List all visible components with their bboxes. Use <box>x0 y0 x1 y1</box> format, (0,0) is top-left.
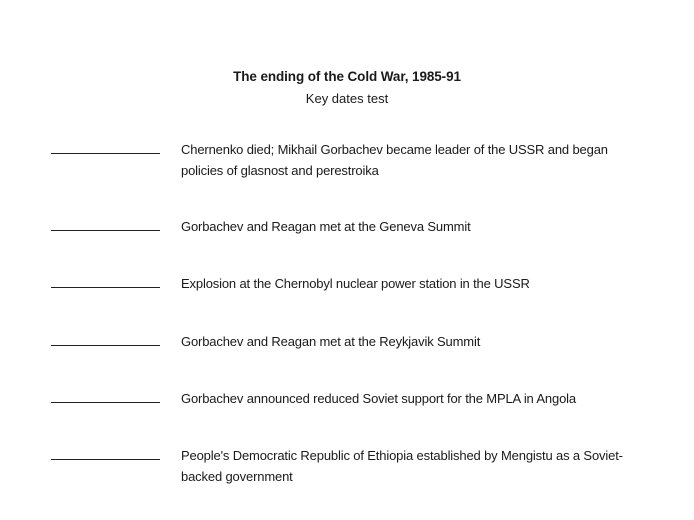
event-description: Gorbachev announced reduced Soviet support for the MPLA in Angola <box>181 391 576 406</box>
event-description: Gorbachev and Reagan met at the Geneva Summit <box>181 219 471 234</box>
date-answer-blank[interactable] <box>51 287 160 288</box>
event-description: Explosion at the Chernobyl nuclear power station in the USSR <box>181 276 530 291</box>
date-answer-blank[interactable] <box>51 345 160 346</box>
document-subtitle: Key dates test <box>305 91 389 106</box>
document-title: The ending of the Cold War, 1985-91 <box>233 69 461 84</box>
date-answer-blank[interactable] <box>51 153 160 154</box>
date-answer-blank[interactable] <box>51 230 160 231</box>
date-answer-blank[interactable] <box>51 459 160 460</box>
event-description: Chernenko died; Mikhail Gorbachev became leader of the USSR and began policies of glasnost and perestroika <box>181 142 608 178</box>
date-answer-blank[interactable] <box>51 402 160 403</box>
event-description: Gorbachev and Reagan met at the Reykjavik Summit <box>181 334 481 349</box>
event-description: People's Democratic Republic of Ethiopia established by Mengistu as a Soviet-backed government <box>181 448 623 484</box>
